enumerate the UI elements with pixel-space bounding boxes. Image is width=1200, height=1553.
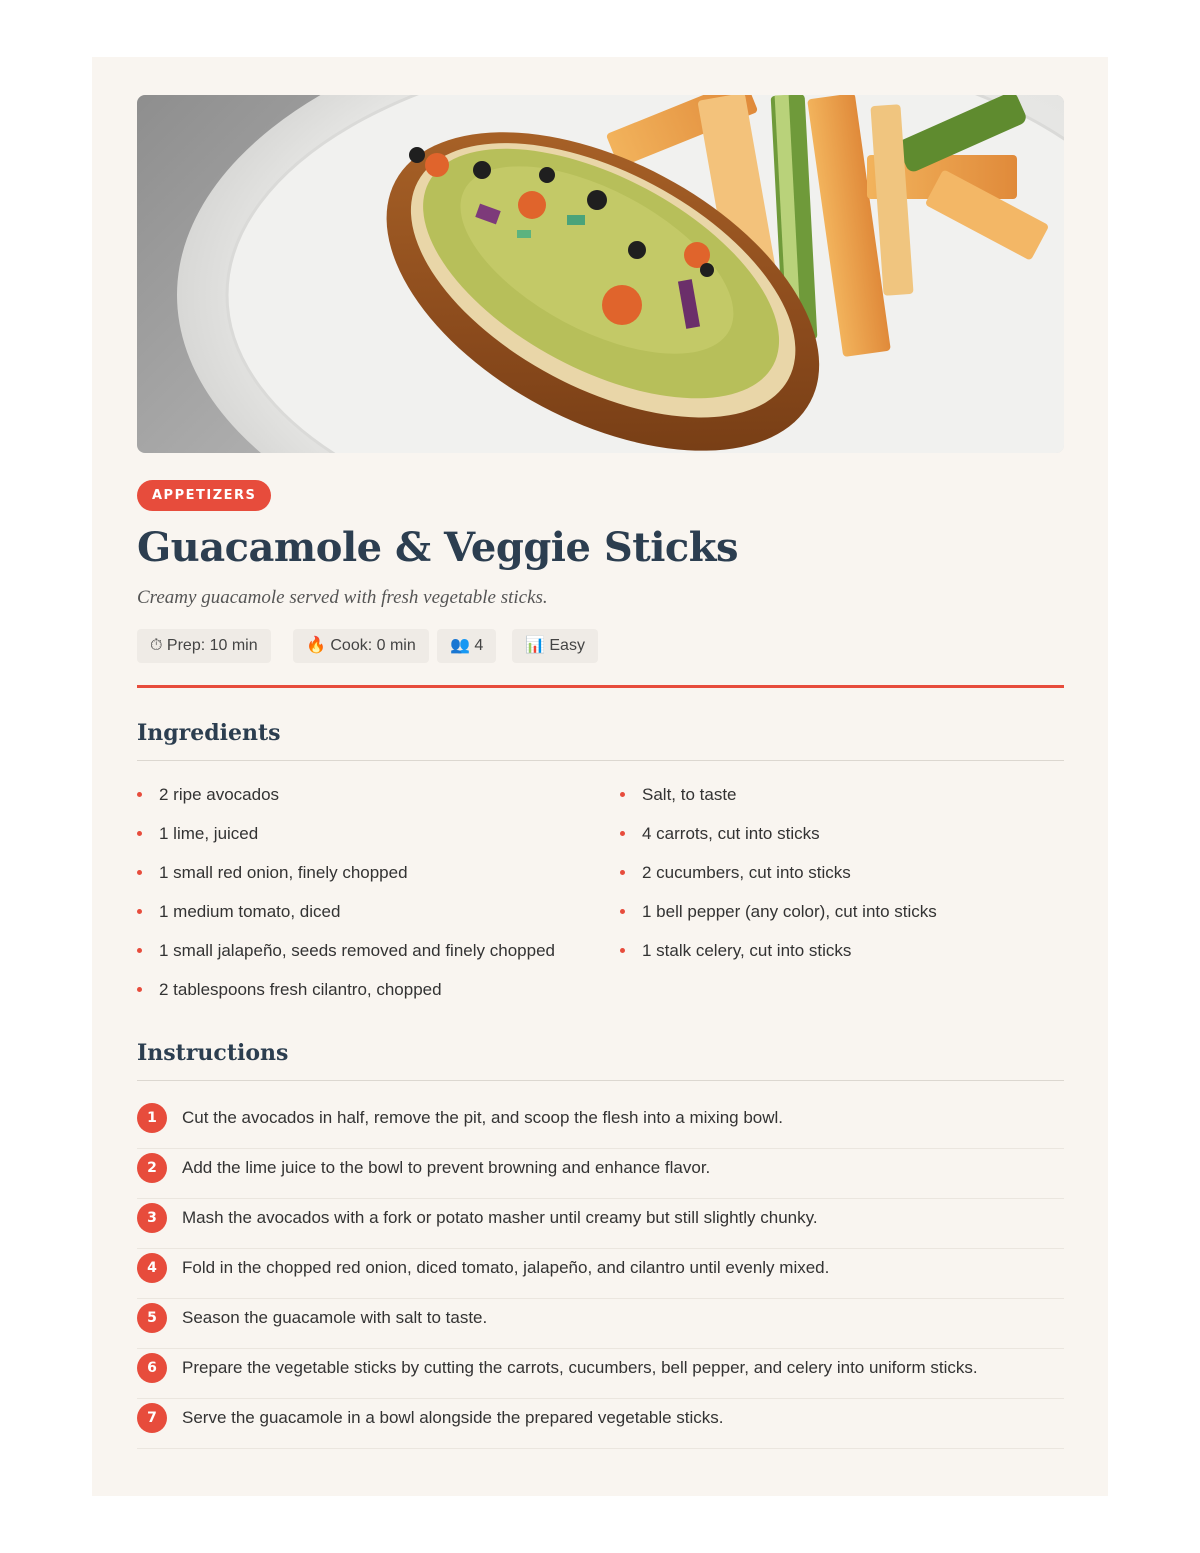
recipe-card: [92, 57, 1108, 1496]
ingredient-item: 1 small jalapeño, seeds removed and finely chopped: [137, 937, 555, 976]
instructions-heading: Instructions: [137, 1040, 289, 1066]
instructions-list: [137, 1099, 1064, 1449]
recipe-meta: [137, 629, 1064, 663]
title-divider: [137, 685, 1064, 688]
step-number: 1: [137, 1103, 167, 1133]
recipe-content: [137, 95, 1064, 1449]
guacamole-toast-illustration: [137, 95, 1064, 453]
bullet-icon: [620, 870, 625, 875]
category-badge: APPETIZERS: [137, 480, 271, 511]
cook-time-pill: 🔥 Cook: 0 min: [293, 629, 429, 663]
step-text: Serve the guacamole in a bowl alongside the prepared vegetable sticks.: [182, 1408, 724, 1427]
bullet-icon: [620, 948, 625, 953]
recipe-title: Guacamole & Veggie Sticks: [137, 524, 739, 571]
ingredient-item: 1 stalk celery, cut into sticks: [620, 937, 937, 976]
step-text: Cut the avocados in half, remove the pit, and scoop the flesh into a mixing bowl.: [182, 1108, 784, 1127]
ingredient-item: 1 lime, juiced: [137, 820, 555, 859]
ingredient-item: 2 cucumbers, cut into sticks: [620, 859, 937, 898]
step-number: 6: [137, 1353, 167, 1383]
step-text: Season the guacamole with salt to taste.: [182, 1308, 488, 1327]
instruction-step: [137, 1399, 1064, 1449]
instruction-step: [137, 1199, 1064, 1249]
prep-time-pill: ⏱ Prep: 10 min: [137, 629, 271, 663]
step-number: 2: [137, 1153, 167, 1183]
ingredient-item: 4 carrots, cut into sticks: [620, 820, 937, 859]
step-number: 7: [137, 1403, 167, 1433]
ingredient-item: 2 ripe avocados: [137, 781, 555, 820]
bullet-icon: [137, 948, 142, 953]
ingredient-item: Salt, to taste: [620, 781, 937, 820]
instructions-rule: [137, 1080, 1064, 1081]
bullet-icon: [137, 987, 142, 992]
instruction-step: [137, 1099, 1064, 1149]
bullet-icon: [620, 792, 625, 797]
ingredients-column-right: [620, 781, 937, 976]
instruction-step: [137, 1299, 1064, 1349]
bullet-icon: [137, 909, 142, 914]
step-text: Mash the avocados with a fork or potato masher until creamy but still slightly chunky.: [182, 1208, 818, 1227]
instruction-step: [137, 1349, 1064, 1399]
recipe-hero-image: [137, 95, 1064, 453]
bullet-icon: [620, 831, 625, 836]
ingredient-item: 1 small red onion, finely chopped: [137, 859, 555, 898]
step-number: 4: [137, 1253, 167, 1283]
recipe-subtitle: Creamy guacamole served with fresh vegetable sticks.: [137, 587, 548, 608]
bullet-icon: [620, 909, 625, 914]
step-number: 3: [137, 1203, 167, 1233]
ingredient-item: 2 tablespoons fresh cilantro, chopped: [137, 976, 555, 1015]
difficulty-pill: 📊 Easy: [512, 629, 598, 663]
bullet-icon: [137, 831, 142, 836]
step-text: Prepare the vegetable sticks by cutting the carrots, cucumbers, bell pepper, and celery into uniform sticks.: [182, 1358, 978, 1377]
ingredients-rule: [137, 760, 1064, 761]
step-text: Fold in the chopped red onion, diced tomato, jalapeño, and cilantro until evenly mixed.: [182, 1258, 830, 1277]
bullet-icon: [137, 792, 142, 797]
servings-pill: 👥 4: [437, 629, 496, 663]
bullet-icon: [137, 870, 142, 875]
ingredient-item: 1 bell pepper (any color), cut into sticks: [620, 898, 937, 937]
instruction-step: [137, 1149, 1064, 1199]
step-text: Add the lime juice to the bowl to prevent browning and enhance flavor.: [182, 1158, 711, 1177]
ingredients-column-left: [137, 781, 555, 1015]
ingredients-list: [137, 781, 1064, 1026]
ingredient-item: 1 medium tomato, diced: [137, 898, 555, 937]
instruction-step: [137, 1249, 1064, 1299]
step-number: 5: [137, 1303, 167, 1333]
ingredients-heading: Ingredients: [137, 720, 281, 746]
